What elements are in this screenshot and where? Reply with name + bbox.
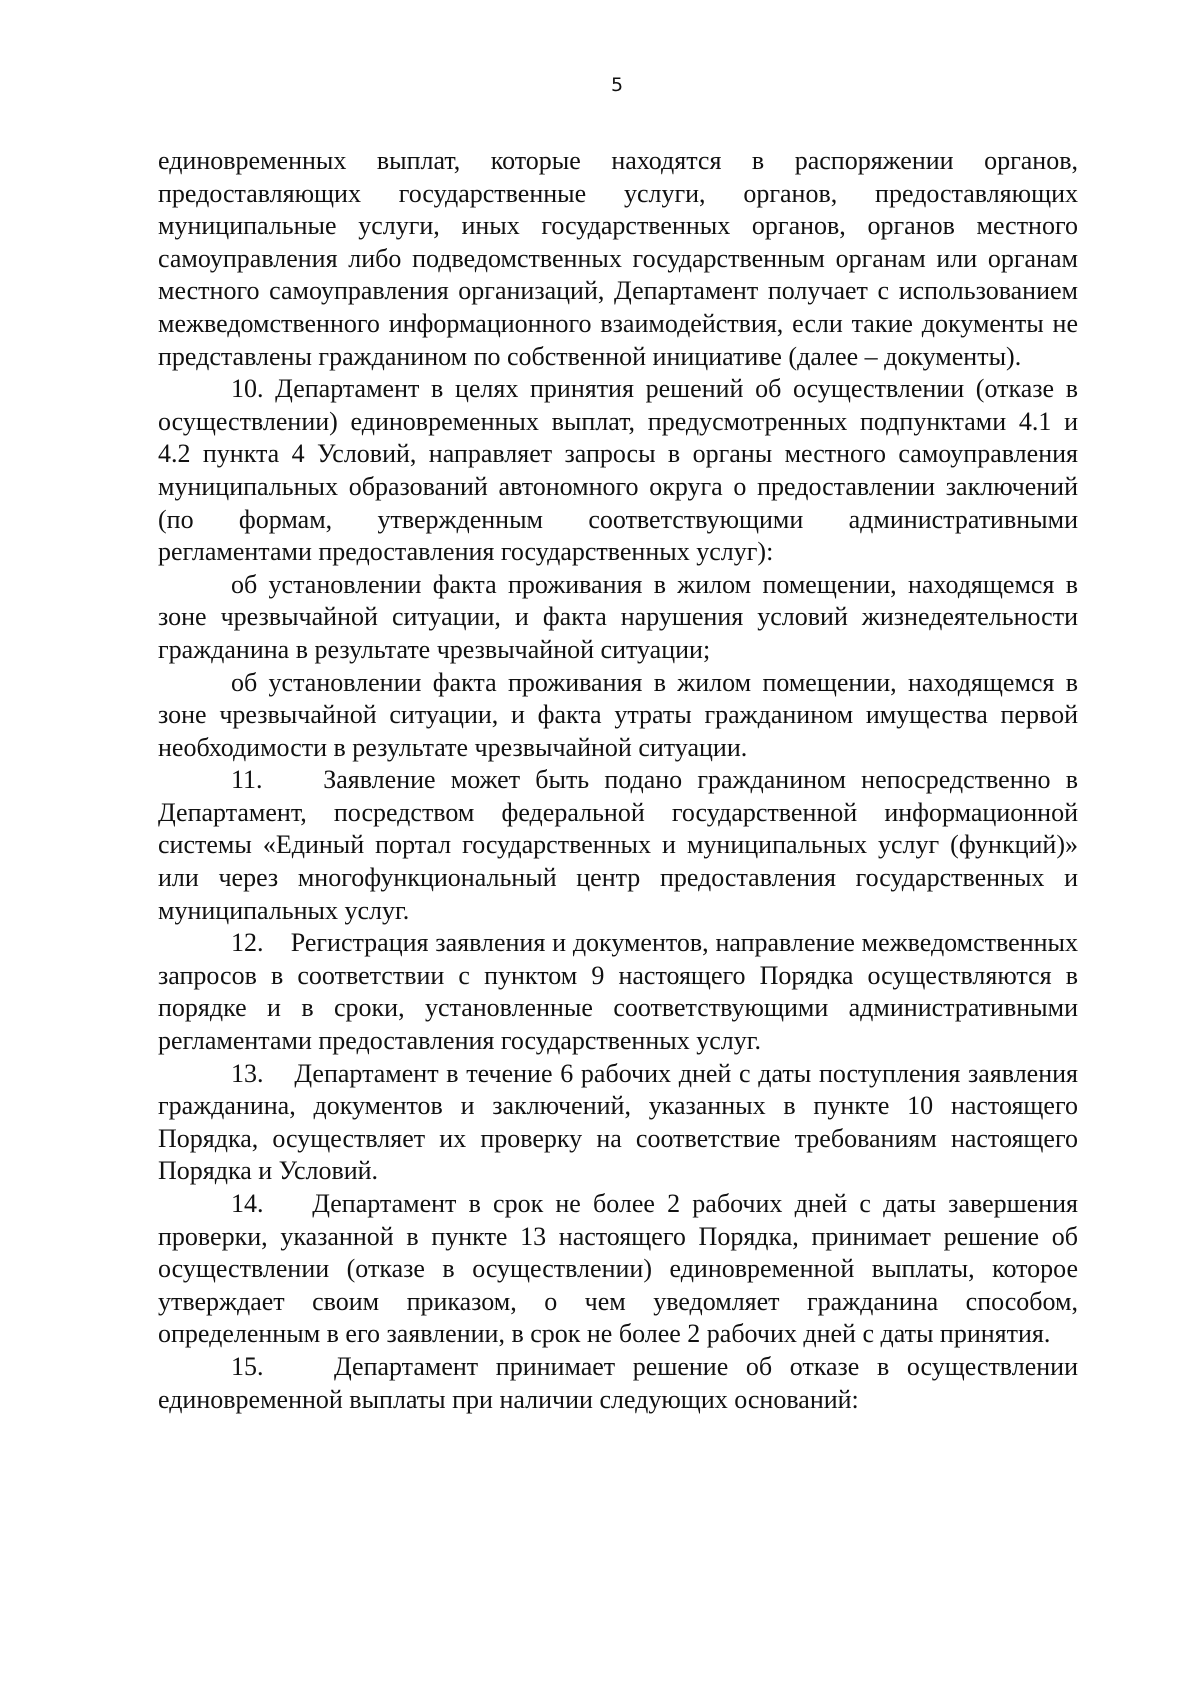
page-number: 5 [610,74,624,96]
paragraph-subitem-1: об установлении факта проживания в жилом помещении, находящемся в зоне чрезвычайной ситуации, и факта нарушения условий жизнедеятельности гражданина в результате чрезвычайной ситуации; [158,569,1078,664]
paragraph-subitem-2: об установлении факта проживания в жилом помещении, находящемся в зоне чрезвычайной ситуации, и факта утраты гражданином имущества первой необходимости в результате чрезвычайной ситуации. [158,667,1078,762]
paragraph-item-15: 15. Департамент принимает решение об отказе в осуществлении единовременной выплаты при наличии следующих оснований: [158,1351,1078,1414]
paragraph-item-14: 14. Департамент в срок не более 2 рабочих дней с даты завершения проверки, указанной в пункте 13 настоящего Порядка, принимает решение об осуществлении (отказе в осуществлении) единовременной выплаты, которое утверждает своим приказом, о чем уведомляет гражданина способом, определенным в его заявлении, в срок не более 2 рабочих дней с даты принятия. [158,1189,1078,1349]
paragraph-item-12: 12. Регистрация заявления и документов, направление межведомственных запросов в соответствии с пунктом 9 настоящего Порядка осуществляются в порядке и в сроки, установленные соответствующими административными регламентами предоставления государственных услуг. [158,928,1078,1056]
paragraph-item-10: 10. Департамент в целях принятия решений об осуществлении (отказе в осуществлении) единовременных выплат, предусмотренных подпунктами 4.1 и 4.2 пункта 4 Условий, направляет запросы в органы местного самоуправления муниципальных образований автономного округа о предоставлении заключений (по формам, утвержденным соответствующими административными регламентами предоставления государственных услуг): [158,374,1078,567]
paragraph-item-11: 11. Заявление может быть подано гражданином непосредственно в Департамент, посредством федеральной государственной информационной системы «Единый портал государственных и муниципальных услуг (функций)» или через многофункциональный центр предоставления государственных и муниципальных услуг. [158,765,1078,925]
paragraph-continuation: единовременных выплат, которые находятся в распоряжении органов, предоставляющих государственные услуги, органов, предоставляющих муниципальные услуги, иных государственных органов, органов местного самоуправления либо подведомственных государственным органам или органам местного самоуправления организаций, Департамент получает с использованием межведомственного информационного взаимодействия, если такие документы не представлены гражданином по собственной инициативе (далее – документы). [158,146,1078,371]
paragraph-item-13: 13. Департамент в течение 6 рабочих дней с даты поступления заявления гражданина, документов и заключений, указанных в пункте 10 настоящего Порядка, осуществляет их проверку на соответствие требованиям настоящего Порядка и Условий. [158,1058,1078,1186]
document-body [158,145,1078,1416]
